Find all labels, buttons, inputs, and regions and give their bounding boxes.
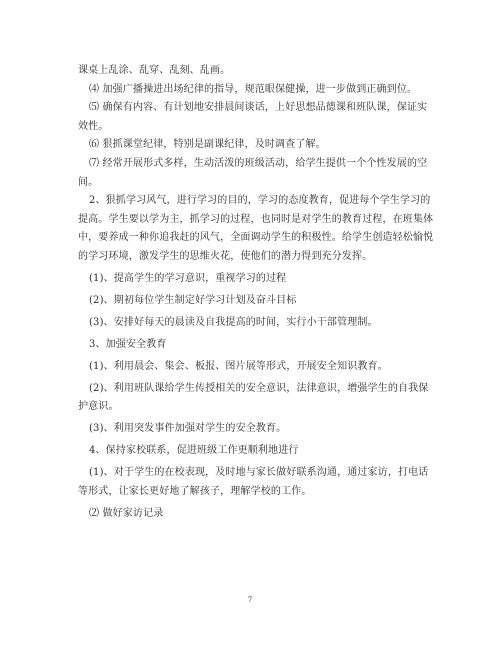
text-line-18: 护意识。	[78, 401, 119, 413]
text-line-15: 3、加强安全教育	[89, 338, 167, 350]
text-line-22: 等形式，让家长更好地了解孩子，理解学校的工作。	[78, 485, 312, 497]
text-line-16: (1)、利用晨会、集会、板报、图片展等形式，开展安全知识教育。	[89, 360, 388, 372]
text-line-4: 效性。	[78, 120, 109, 132]
page-number: 7	[247, 596, 253, 604]
text-line-14: (3)、安排好每天的晨读及自我提高的时间，实行小干部管理制。	[89, 316, 378, 328]
text-line-13: (2)、期初每位学生制定好学习计划及奋斗目标	[89, 294, 297, 306]
text-line-7: 间。	[78, 176, 99, 188]
text-line-21: (1)、对于学生的在校表现，及时地与家长做好联系沟通，通过家访，打电话	[89, 467, 429, 479]
text-line-11: 的学习环境，激发学生的思维火花，使他们的潜力得到充分发挥。	[78, 250, 373, 262]
text-line-2: ⑷ 加强广播操进出场纪律的指导，规范眼保健操，进一步做到正确到位。	[89, 83, 418, 95]
text-line-1: 课桌上乱涂、乱穿、乱刻、乱画。	[78, 65, 231, 76]
text-line-23: ⑵ 做好家访记录	[89, 507, 164, 519]
text-line-17: (2)、利用班队课给学生传授相关的安全意识，法律意识，增强学生的自我保	[89, 382, 429, 394]
text-line-6: ⑺ 经常开展形式多样，生动活泼的班级活动，给学生提供一个个性发展的空	[89, 157, 428, 169]
text-line-3: ⑸ 确保有内容、有计划地安排晨间谈话，上好思想品德课和班队课，保证实	[89, 102, 428, 114]
document-body	[78, 62, 434, 524]
text-line-12: (1)、提高学生的学习意识，重视学习的过程	[89, 272, 287, 284]
text-line-10: 中，要养成一种你追我赶的风气，全面调动学生的积极性。给学生创造轻松愉悦	[78, 232, 434, 244]
text-line-5: ⑹ 狠抓课堂纪律，特别是副课纪律，及时调查了解。	[89, 139, 326, 151]
text-line-9: 提高。学生要以学为主，抓学习的过程，也同时是对学生的教育过程，在班集体	[78, 213, 434, 225]
text-line-20: 4、保持家校联系，促进班级工作更顺利地进行	[89, 445, 299, 457]
text-line-19: (3)、利用突发事件加强对学生的安全教育。	[89, 423, 287, 435]
text-line-8: 2、狠抓学习风气，进行学习的目的，学习的态度教育，促进每个学生学习的	[89, 195, 431, 207]
